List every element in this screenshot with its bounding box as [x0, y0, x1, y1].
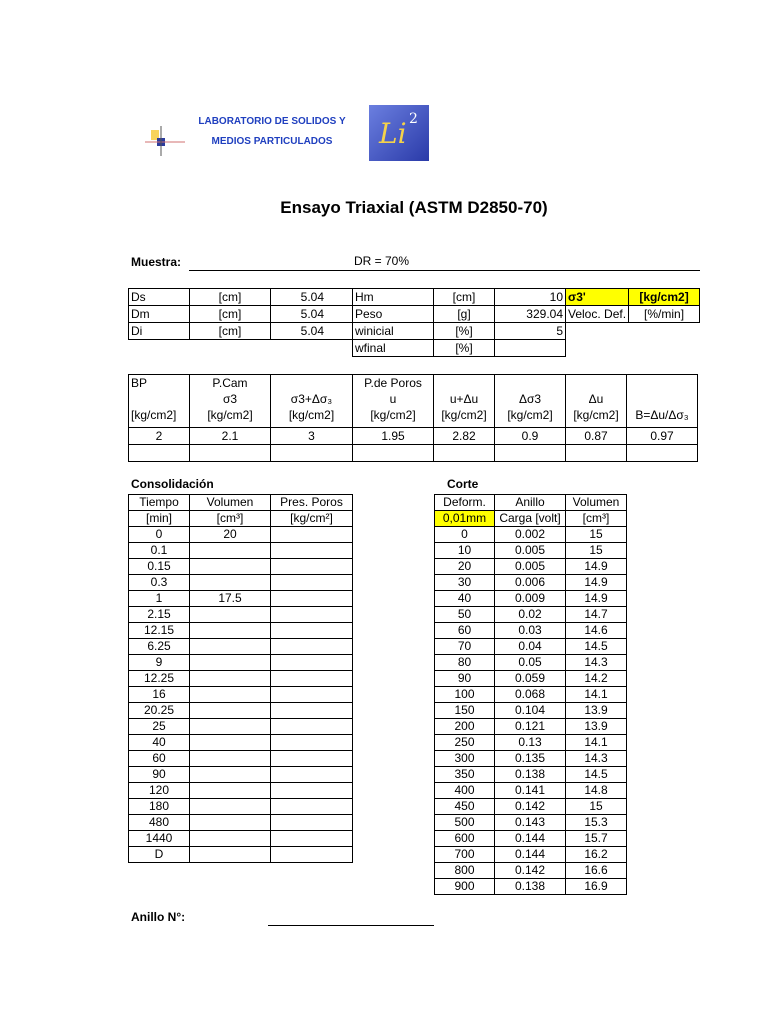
corte-cell: 0.104 — [495, 703, 566, 719]
corte-cell: 30 — [435, 575, 495, 591]
cons-cell — [271, 591, 353, 607]
corte-cell: 13.9 — [566, 703, 627, 719]
cons-cell: 20.25 — [129, 703, 190, 719]
b-header — [627, 375, 698, 428]
cons-cell — [271, 655, 353, 671]
du-header — [566, 375, 627, 428]
corte-cell: 16.6 — [566, 863, 627, 879]
corte-cell: 0.144 — [495, 847, 566, 863]
dims-cell: Dm — [129, 306, 190, 323]
pporos-unit: [kg/cm2] — [370, 408, 416, 422]
cons-cell — [271, 671, 353, 687]
dims-cell: [%] — [434, 323, 495, 340]
corte-cell: 500 — [435, 815, 495, 831]
corte-cell: 200 — [435, 719, 495, 735]
udu-header — [434, 375, 495, 428]
blank-cell — [629, 323, 700, 340]
cons-row — [129, 527, 353, 543]
cons-cell — [271, 687, 353, 703]
dims-cell: [cm] — [190, 306, 271, 323]
empty-cell — [129, 445, 190, 462]
cons-cell: 25 — [129, 719, 190, 735]
bp-blank — [131, 391, 187, 407]
cons-cell — [271, 639, 353, 655]
corte-cell: 14.5 — [566, 767, 627, 783]
cons-unit: [min] — [129, 511, 190, 527]
s3d-label — [273, 375, 350, 391]
b-sub — [629, 391, 695, 407]
cons-cell: 40 — [129, 735, 190, 751]
cons-cell — [190, 559, 271, 575]
corte-cell: 900 — [435, 879, 495, 895]
li2-logo-sup: 2 — [409, 111, 418, 127]
corte-units-row — [435, 511, 627, 527]
anillo-line — [268, 925, 434, 926]
cons-cell — [190, 623, 271, 639]
corte-cell: 16.2 — [566, 847, 627, 863]
udu-label — [436, 375, 492, 391]
corte-cell: 0.02 — [495, 607, 566, 623]
empty-cell — [566, 445, 627, 462]
corte-cell: 150 — [435, 703, 495, 719]
corte-row — [435, 831, 627, 847]
cons-cell — [190, 687, 271, 703]
dims-cell — [495, 340, 566, 357]
consolidacion-title: Consolidación — [131, 477, 214, 491]
dims-cell: wfinal — [353, 340, 434, 357]
corte-header-row — [435, 495, 627, 511]
corte-row — [435, 543, 627, 559]
corte-cell: 600 — [435, 831, 495, 847]
corte-row — [435, 847, 627, 863]
corte-cell: 0.143 — [495, 815, 566, 831]
corte-row — [435, 671, 627, 687]
corte-unit: Carga [volt] — [495, 511, 566, 527]
corte-row — [435, 783, 627, 799]
bp-label: BP — [131, 376, 148, 390]
corte-cell: 15 — [566, 799, 627, 815]
cons-cell — [271, 847, 353, 863]
cons-cell — [190, 831, 271, 847]
dims-cell: [cm] — [434, 289, 495, 306]
bp-unit: [kg/cm2] — [131, 408, 177, 422]
anillo-label: Anillo N°: — [131, 910, 186, 924]
cons-cell — [190, 783, 271, 799]
corte-cell: 450 — [435, 799, 495, 815]
corte-cell: 0.03 — [495, 623, 566, 639]
blank-cell — [190, 340, 271, 357]
empty-cell — [627, 445, 698, 462]
dims-row-1 — [129, 306, 700, 323]
dims-cell: 5 — [495, 323, 566, 340]
cons-cell — [190, 847, 271, 863]
lab-name-line1: LABORATORIO DE SOLIDOS Y — [198, 116, 346, 127]
cons-cell — [190, 767, 271, 783]
dims-cell: 5.04 — [271, 289, 353, 306]
cons-cell — [271, 815, 353, 831]
corte-cell: 15 — [566, 543, 627, 559]
muestra-line — [189, 270, 700, 271]
page-title: Ensayo Triaxial (ASTM D2850-70) — [280, 198, 548, 217]
corte-cell: 80 — [435, 655, 495, 671]
cons-row — [129, 543, 353, 559]
cons-row — [129, 559, 353, 575]
cons-cell — [271, 719, 353, 735]
pporos-value: 1.95 — [353, 428, 434, 445]
corte-cell: 0.121 — [495, 719, 566, 735]
bp-header — [129, 375, 190, 428]
cons-cell — [190, 639, 271, 655]
s3d-value: 3 — [271, 428, 353, 445]
dims-cell: Ds — [129, 289, 190, 306]
corte-row — [435, 655, 627, 671]
s3d-sub: σ3+Δσ₃ — [290, 392, 333, 406]
corte-cell: 0.068 — [495, 687, 566, 703]
pporos-sub: u — [389, 392, 397, 406]
pporos-label: P.de Poros — [364, 376, 422, 390]
corte-cell: 14.8 — [566, 783, 627, 799]
pcam-value: 2.1 — [190, 428, 271, 445]
cons-units-row — [129, 511, 353, 527]
cons-cell — [190, 719, 271, 735]
cons-row — [129, 671, 353, 687]
corte-cell: 0.138 — [495, 879, 566, 895]
crosshair-icon — [145, 126, 185, 156]
cons-cell: 0.1 — [129, 543, 190, 559]
cons-cell — [271, 783, 353, 799]
cons-row — [129, 719, 353, 735]
cons-row — [129, 751, 353, 767]
cons-header: Volumen — [190, 495, 271, 511]
corte-row — [435, 623, 627, 639]
udu-unit: [kg/cm2] — [441, 408, 487, 422]
du-sub: Δu — [588, 392, 604, 406]
pcam-unit: [kg/cm2] — [207, 408, 253, 422]
pressures-header — [129, 375, 698, 428]
udu-value: 2.82 — [434, 428, 495, 445]
cons-cell: 1 — [129, 591, 190, 607]
corte-cell: 0.006 — [495, 575, 566, 591]
cons-row — [129, 575, 353, 591]
b-label — [629, 375, 695, 391]
corte-cell: 0.05 — [495, 655, 566, 671]
cons-row — [129, 687, 353, 703]
corte-cell: 15 — [566, 527, 627, 543]
pcam-sub: σ3 — [222, 392, 238, 406]
cons-cell — [190, 751, 271, 767]
cons-row — [129, 799, 353, 815]
corte-cell: 14.7 — [566, 607, 627, 623]
cons-cell — [271, 623, 353, 639]
cons-cell — [271, 543, 353, 559]
cons-cell — [190, 703, 271, 719]
li2-logo-text: Li — [379, 117, 407, 150]
corte-header: Anillo — [495, 495, 566, 511]
cons-cell — [190, 799, 271, 815]
blank-cell — [566, 340, 629, 357]
corte-row — [435, 591, 627, 607]
cons-cell — [271, 799, 353, 815]
muestra-value: DR = 70% — [354, 254, 410, 268]
corte-cell: 14.1 — [566, 735, 627, 751]
corte-row — [435, 559, 627, 575]
cons-cell — [190, 735, 271, 751]
corte-row — [435, 703, 627, 719]
cons-row — [129, 767, 353, 783]
blank-cell — [129, 340, 190, 357]
corte-title: Corte — [447, 477, 479, 491]
sigma3-label: σ3' — [566, 289, 629, 306]
corte-cell: 14.3 — [566, 751, 627, 767]
s3d-unit: [kg/cm2] — [288, 408, 335, 422]
corte-cell: 0.141 — [495, 783, 566, 799]
s3d-header — [271, 375, 353, 428]
corte-cell: 800 — [435, 863, 495, 879]
corte-cell: 0.144 — [495, 831, 566, 847]
corte-cell: 350 — [435, 767, 495, 783]
dims-cell: winicial — [353, 323, 434, 340]
corte-row — [435, 879, 627, 895]
cons-cell — [271, 703, 353, 719]
cons-row — [129, 735, 353, 751]
ds3-value: 0.9 — [495, 428, 566, 445]
corte-cell: 15.3 — [566, 815, 627, 831]
b-unit: B=Δu/Δσ₃ — [635, 408, 689, 422]
corte-cell: 14.1 — [566, 687, 627, 703]
corte-header: Volumen — [566, 495, 627, 511]
corte-cell: 0 — [435, 527, 495, 543]
corte-cell: 0.002 — [495, 527, 566, 543]
cons-unit: [kg/cm²] — [271, 511, 353, 527]
cons-cell: 2.15 — [129, 607, 190, 623]
cons-row — [129, 591, 353, 607]
cons-cell: 180 — [129, 799, 190, 815]
corte-row — [435, 607, 627, 623]
corte-cell: 14.2 — [566, 671, 627, 687]
cons-cell: 1440 — [129, 831, 190, 847]
corte-cell: 40 — [435, 591, 495, 607]
cons-cell: 0.3 — [129, 575, 190, 591]
corte-cell: 700 — [435, 847, 495, 863]
udu-sub: u+Δu — [449, 392, 479, 406]
empty-cell — [353, 445, 434, 462]
corte-cell: 15.7 — [566, 831, 627, 847]
dims-cell: [%] — [434, 340, 495, 357]
cons-cell — [271, 831, 353, 847]
dims-cell: [g] — [434, 306, 495, 323]
blank-cell — [566, 323, 629, 340]
corte-cell: 13.9 — [566, 719, 627, 735]
cons-cell: 0 — [129, 527, 190, 543]
corte-row — [435, 751, 627, 767]
ds3-sub: Δσ3 — [518, 392, 542, 406]
pressures-table — [128, 374, 698, 462]
blank-cell — [271, 340, 353, 357]
corte-cell: 16.9 — [566, 879, 627, 895]
ds3-unit: [kg/cm2] — [507, 408, 553, 422]
lab-logo-mark — [145, 126, 185, 156]
corte-cell: 14.9 — [566, 575, 627, 591]
cons-row — [129, 831, 353, 847]
corte-row — [435, 639, 627, 655]
lab-name-line2: MEDIOS PARTICULADOS — [211, 136, 333, 147]
cons-row — [129, 815, 353, 831]
dims-cell: [cm] — [190, 289, 271, 306]
pressures-values-row — [129, 428, 698, 445]
corte-table — [434, 494, 627, 895]
cons-cell — [271, 527, 353, 543]
corte-row — [435, 735, 627, 751]
cons-cell: 12.25 — [129, 671, 190, 687]
li2-logo — [369, 105, 429, 161]
du-value: 0.87 — [566, 428, 627, 445]
corte-cell: 10 — [435, 543, 495, 559]
corte-row — [435, 815, 627, 831]
corte-cell: 50 — [435, 607, 495, 623]
cons-cell: 6.25 — [129, 639, 190, 655]
corte-cell: 14.9 — [566, 591, 627, 607]
corte-cell: 14.9 — [566, 559, 627, 575]
corte-cell: 0.142 — [495, 799, 566, 815]
pporos-header — [353, 375, 434, 428]
corte-cell: 20 — [435, 559, 495, 575]
du-unit: [kg/cm2] — [573, 408, 619, 422]
cons-cell: 90 — [129, 767, 190, 783]
empty-cell — [190, 445, 271, 462]
corte-row — [435, 863, 627, 879]
cons-cell — [271, 751, 353, 767]
sigma3-unit: [kg/cm2] — [629, 289, 700, 306]
corte-cell: 0.138 — [495, 767, 566, 783]
dims-cell: 329.04 — [495, 306, 566, 323]
cons-header: Pres. Poros — [271, 495, 353, 511]
cons-row — [129, 703, 353, 719]
dims-cell: 5.04 — [271, 306, 353, 323]
cons-cell — [271, 735, 353, 751]
corte-cell: 0.005 — [495, 543, 566, 559]
cons-row — [129, 847, 353, 863]
cons-cell: 20 — [190, 527, 271, 543]
empty-cell — [495, 445, 566, 462]
cons-cell: 17.5 — [190, 591, 271, 607]
cons-cell: 480 — [129, 815, 190, 831]
corte-row — [435, 719, 627, 735]
corte-cell: 300 — [435, 751, 495, 767]
dims-cell: Di — [129, 323, 190, 340]
muestra-label: Muestra: — [131, 255, 182, 269]
corte-row — [435, 575, 627, 591]
dimensions-table — [128, 288, 700, 357]
corte-cell: 60 — [435, 623, 495, 639]
corte-cell: 0.04 — [495, 639, 566, 655]
dims-cell: [%/min] — [629, 306, 700, 323]
cons-row — [129, 607, 353, 623]
corte-unit-deform: 0,01mm — [435, 511, 495, 527]
empty-cell — [434, 445, 495, 462]
b-value: 0.97 — [627, 428, 698, 445]
cons-cell — [271, 767, 353, 783]
pcam-header — [190, 375, 271, 428]
cons-cell: 12.15 — [129, 623, 190, 639]
cons-cell — [271, 559, 353, 575]
cons-header-row — [129, 495, 353, 511]
dims-cell: Peso — [353, 306, 434, 323]
cons-row — [129, 623, 353, 639]
cons-cell: 60 — [129, 751, 190, 767]
cons-header: Tiempo — [129, 495, 190, 511]
corte-cell: 14.5 — [566, 639, 627, 655]
cons-cell — [190, 655, 271, 671]
dims-cell: 5.04 — [271, 323, 353, 340]
empty-cell — [271, 445, 353, 462]
dims-cell: 10 — [495, 289, 566, 306]
corte-row — [435, 687, 627, 703]
cons-cell — [190, 671, 271, 687]
corte-cell: 70 — [435, 639, 495, 655]
ds3-label — [497, 375, 563, 391]
corte-row — [435, 767, 627, 783]
corte-cell: 14.3 — [566, 655, 627, 671]
dims-row-2 — [129, 323, 700, 340]
cons-cell: 0.15 — [129, 559, 190, 575]
consolidacion-table — [128, 494, 353, 863]
dims-row-0 — [129, 289, 700, 306]
blank-cell — [629, 340, 700, 357]
corte-cell: 90 — [435, 671, 495, 687]
pcam-label: P.Cam — [212, 376, 248, 390]
dims-cell: Hm — [353, 289, 434, 306]
cons-row — [129, 639, 353, 655]
corte-row — [435, 527, 627, 543]
dims-cell: Veloc. Def. — [566, 306, 629, 323]
cons-cell: 120 — [129, 783, 190, 799]
ds3-header — [495, 375, 566, 428]
cons-cell — [190, 815, 271, 831]
cons-cell — [190, 543, 271, 559]
cons-cell: 9 — [129, 655, 190, 671]
corte-cell: 400 — [435, 783, 495, 799]
corte-cell: 0.135 — [495, 751, 566, 767]
corte-header: Deform. — [435, 495, 495, 511]
corte-cell: 0.13 — [495, 735, 566, 751]
corte-cell: 0.059 — [495, 671, 566, 687]
corte-row — [435, 799, 627, 815]
dims-cell: [cm] — [190, 323, 271, 340]
cons-cell — [271, 575, 353, 591]
corte-cell: 0.142 — [495, 863, 566, 879]
corte-cell: 0.005 — [495, 559, 566, 575]
cons-cell: 16 — [129, 687, 190, 703]
bp-value: 2 — [129, 428, 190, 445]
corte-cell: 14.6 — [566, 623, 627, 639]
corte-unit: [cm³] — [566, 511, 627, 527]
cons-cell — [190, 575, 271, 591]
cons-row — [129, 783, 353, 799]
du-label — [568, 375, 624, 391]
corte-cell: 250 — [435, 735, 495, 751]
cons-cell — [190, 607, 271, 623]
pressures-empty-row — [129, 445, 698, 462]
cons-unit: [cm³] — [190, 511, 271, 527]
cons-row — [129, 655, 353, 671]
corte-cell: 0.009 — [495, 591, 566, 607]
cons-cell — [271, 607, 353, 623]
cons-cell: D — [129, 847, 190, 863]
corte-cell: 100 — [435, 687, 495, 703]
dims-row-3 — [129, 340, 700, 357]
